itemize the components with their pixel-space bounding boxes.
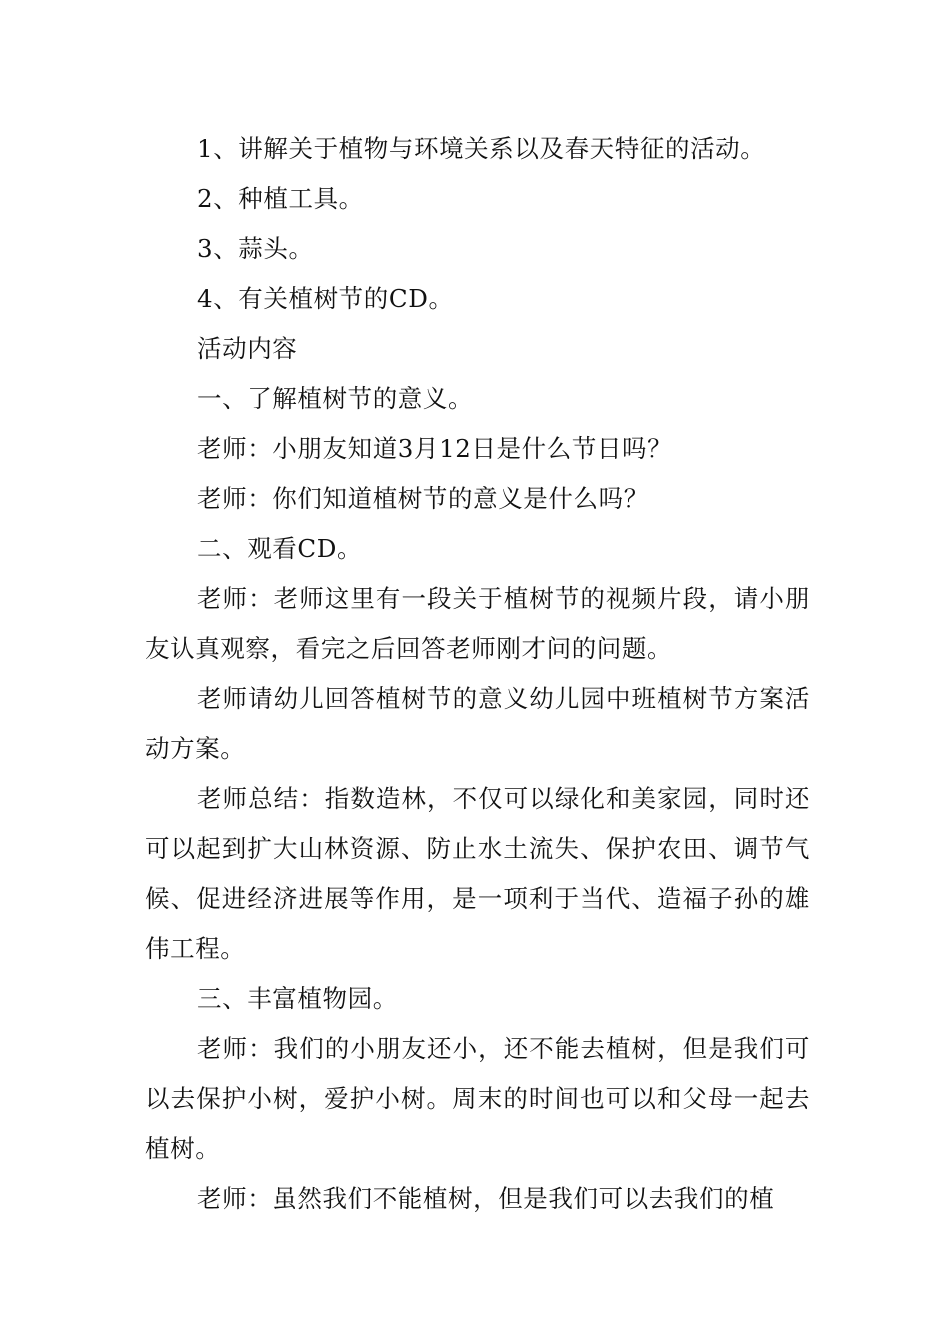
materials-item-3: 3、蒜头。 <box>197 234 314 263</box>
dialogue-paragraph: 老师：虽然我们不能植树，但是我们可以去我们的植 <box>197 1184 775 1213</box>
body-paragraph: 老师请幼儿回答植树节的意义幼儿园中班植树节方案活动方案。 <box>145 684 810 763</box>
step-heading-1: 一、了解植树节的意义。 <box>197 384 474 413</box>
materials-item-4: 4、有关植树节的CD。 <box>197 284 454 313</box>
dialogue-paragraph: 老师：老师这里有一段关于植树节的视频片段，请小朋友认真观察，看完之后回答老师刚才问的问题。 <box>145 584 810 663</box>
materials-item-1: 1、讲解关于植物与环境关系以及春天特征的活动。 <box>197 134 766 163</box>
step-heading-3: 三、丰富植物园。 <box>197 984 398 1013</box>
section-heading-activity-content: 活动内容 <box>197 334 298 363</box>
materials-item-2: 2、种植工具。 <box>197 184 364 213</box>
step-heading-2: 二、观看CD。 <box>197 534 363 563</box>
summary-paragraph: 老师总结：指数造林，不仅可以绿化和美家园，同时还可以起到扩大山林资源、防止水土流失、保护农田、调节气候、促进经济进展等作用，是一项利于当代、造福子孙的雄伟工程。 <box>145 784 810 963</box>
dialogue-paragraph: 老师：你们知道植树节的意义是什么吗？ <box>197 484 649 513</box>
document-body <box>145 124 810 1224</box>
dialogue-paragraph: 老师：小朋友知道3月12日是什么节日吗？ <box>197 434 673 463</box>
dialogue-paragraph: 老师：我们的小朋友还小，还不能去植树，但是我们可以去保护小树，爱护小树。周末的时间也可以和父母一起去植树。 <box>145 1034 810 1163</box>
